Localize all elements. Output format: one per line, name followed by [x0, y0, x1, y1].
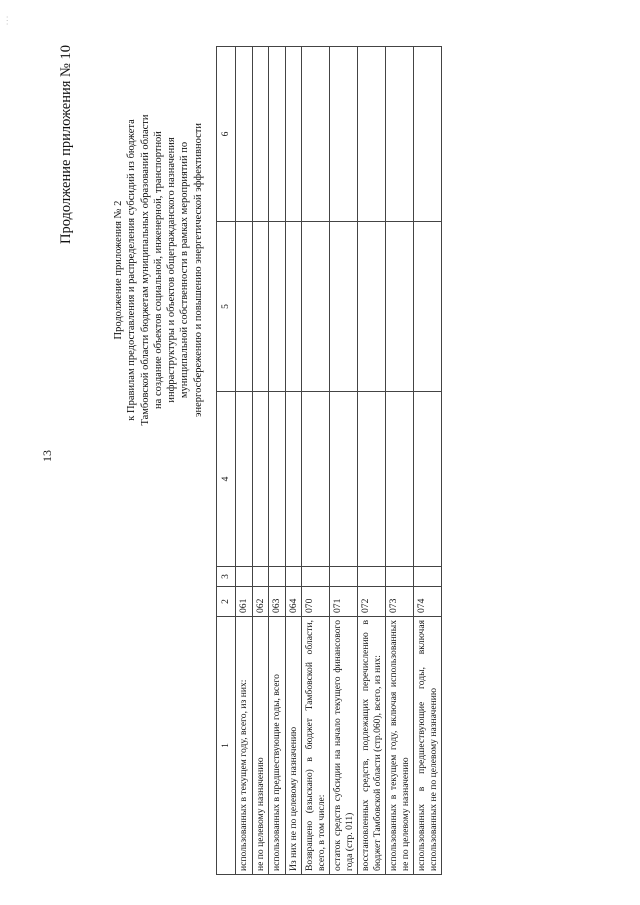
cell [285, 47, 302, 222]
cell [386, 222, 414, 392]
table-row [285, 47, 302, 875]
sub-appendix-line-2: к Правилам предоставления и распределения субсидий из бюджета [126, 119, 138, 421]
cell [330, 392, 358, 567]
cell [330, 567, 358, 587]
cell [285, 567, 302, 587]
cell [358, 47, 386, 222]
row-code: 074 [414, 587, 442, 617]
cell [358, 392, 386, 567]
row-name: остаток средств субсидии на начало текущего финансового года (стр. 011) [330, 617, 358, 875]
header-col-1: 1 [217, 617, 236, 875]
table-header-row [217, 47, 236, 875]
table-row [236, 47, 253, 875]
cell [269, 47, 286, 222]
cell [302, 222, 330, 392]
row-name: использованных в предшествующие годы, всего [269, 617, 286, 875]
page-number: 13 [40, 450, 54, 462]
header-col-6: 6 [217, 47, 236, 222]
appendix-title: Продолжение приложения № 10 [58, 45, 74, 244]
cell [330, 222, 358, 392]
cell [414, 47, 442, 222]
header-col-5: 5 [217, 222, 236, 392]
subsidy-report-table [216, 46, 442, 875]
table-row [414, 47, 442, 875]
sub-appendix-line-5: инфраструктуры и объектов общегражданского назначения [166, 137, 178, 403]
corner-mark: · · · [5, 16, 11, 25]
cell [269, 392, 286, 567]
sub-appendix-line-3: Тамбовской области бюджетам муниципальных образований области [139, 114, 151, 426]
cell [414, 392, 442, 567]
row-name: не по целевому назначению [252, 617, 269, 875]
cell [269, 567, 286, 587]
cell [386, 567, 414, 587]
sub-appendix-line-7: энергосбережению и повышению энергетической эффективности [192, 123, 204, 417]
header-col-4: 4 [217, 392, 236, 567]
cell [302, 392, 330, 567]
cell [302, 567, 330, 587]
sub-appendix-line-4: на создание объектов социальной, инженерной, транспортной [152, 131, 164, 409]
row-code: 064 [285, 587, 302, 617]
row-name: восстановленных средств, подлежащих перечислению в бюджет Тамбовской области (стр.060), всего, из них: [358, 617, 386, 875]
cell [386, 47, 414, 222]
cell [252, 222, 269, 392]
cell [252, 567, 269, 587]
cell [285, 392, 302, 567]
sub-appendix-line-1: Продолжение приложения № 2 [113, 200, 124, 340]
row-name: использованных в текущем году, включая использованных не по целевому назначению [386, 617, 414, 875]
cell [236, 47, 253, 222]
table-row [269, 47, 286, 875]
row-name: Возвращено (взыскано) в бюджет Тамбовской области, всего, в том числе: [302, 617, 330, 875]
cell [302, 47, 330, 222]
row-code: 062 [252, 587, 269, 617]
cell [285, 222, 302, 392]
row-code: 071 [330, 587, 358, 617]
cell [236, 392, 253, 567]
table-row [358, 47, 386, 875]
row-code: 063 [269, 587, 286, 617]
cell [269, 222, 286, 392]
row-code: 061 [236, 587, 253, 617]
cell [236, 567, 253, 587]
row-name: Из них не по целевому назначению [285, 617, 302, 875]
cell [330, 47, 358, 222]
row-name: использованных в предшествующие годы, включая использованных не по целевому назначению [414, 617, 442, 875]
table-row [330, 47, 358, 875]
cell [414, 222, 442, 392]
table-row [386, 47, 414, 875]
table-row [252, 47, 269, 875]
cell [236, 222, 253, 392]
cell [386, 392, 414, 567]
sub-appendix-line-6: муниципальной собственности в рамках мероприятий по [179, 141, 191, 399]
cell [358, 567, 386, 587]
row-code: 073 [386, 587, 414, 617]
cell [414, 567, 442, 587]
table-row [302, 47, 330, 875]
row-name: использованных в текущем году, всего, из них: [236, 617, 253, 875]
row-code: 072 [358, 587, 386, 617]
sub-appendix-block [112, 60, 205, 480]
cell [252, 392, 269, 567]
row-code: 070 [302, 587, 330, 617]
cell [252, 47, 269, 222]
header-col-2: 2 [217, 587, 236, 617]
header-col-3: 3 [217, 567, 236, 587]
cell [358, 222, 386, 392]
